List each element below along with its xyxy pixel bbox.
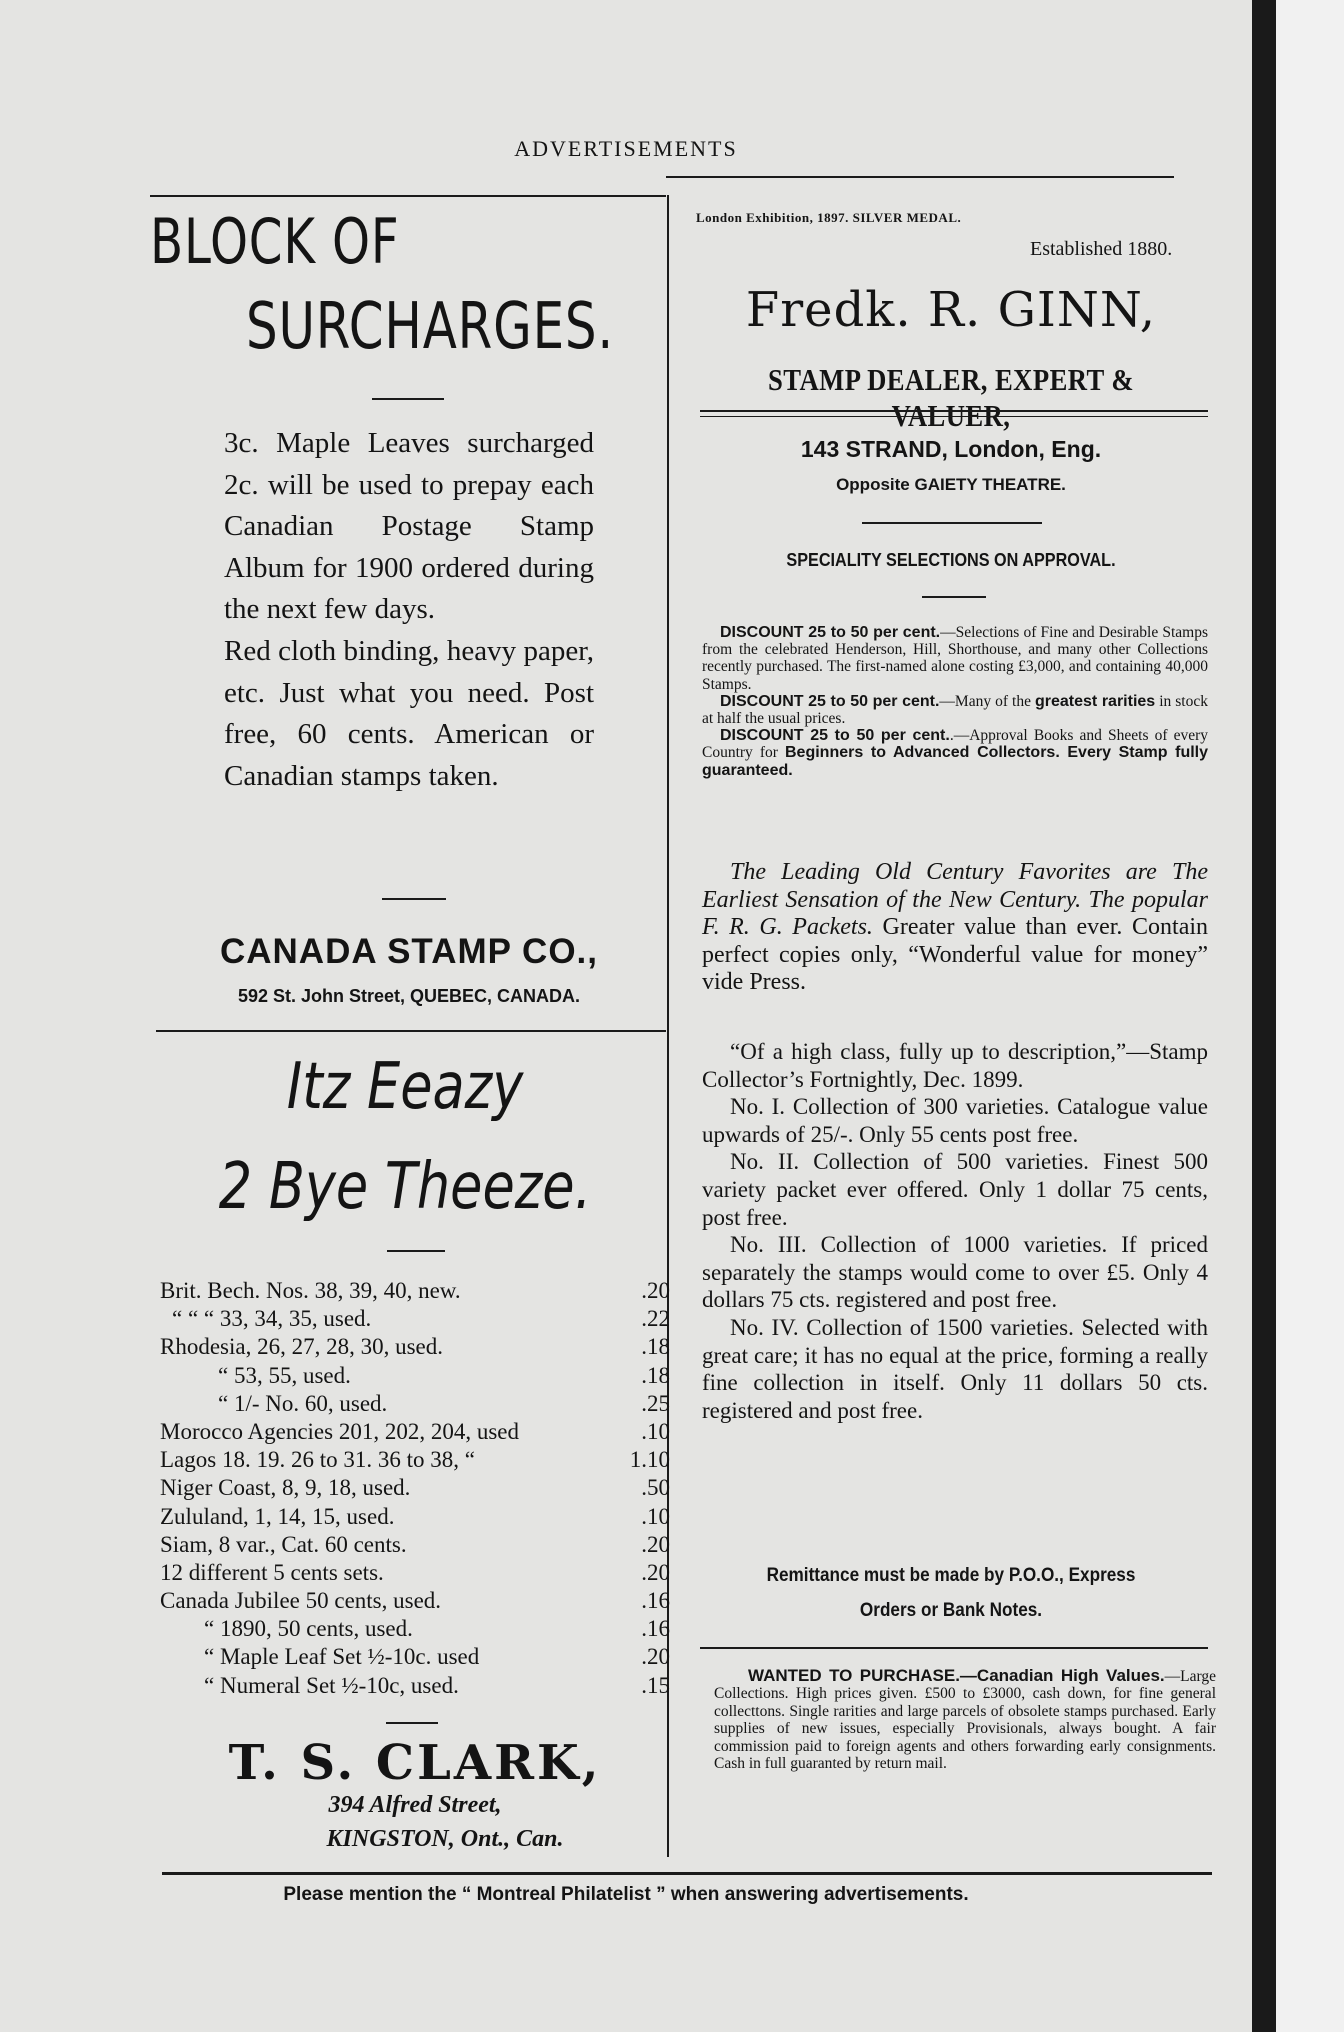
discount-1-body: —Selections of Fine and Desirable Stamps from the celebrated Henderson, Hill, Shorthouse, and many other Collections recently purchased. The first-named alone costing £3,000, and containing 40,000 Stamps. [702,624,1208,693]
dealer-name: Fredk. R. GINN, [745,282,1157,338]
price-row [160,1559,670,1587]
discount-1 [702,624,1208,693]
discount-block [702,624,1208,779]
price-value: .10 [641,1418,670,1444]
price-value: .18 [641,1334,670,1360]
price-value: .20 [641,1559,670,1585]
divider [372,398,444,400]
price-value: .10 [641,1503,670,1529]
price-desc: Lagos 18. 19. 26 to 31. 36 to 38, “ [160,1447,475,1473]
footer-note: Please mention the “ Montreal Philatelist ” when answering advertisements. [283,1884,969,1905]
price-row [160,1305,670,1333]
packets-italic: The Leading Old Century Favorites are The Earliest Sensation of the New Century. The popular F. R. G. Packets. [702,859,1208,940]
block-body-p1: 3c. Maple Leaves surcharged 2c. will be used to prepay each Canadian Postage Stamp Album for 1900 ordered during the next few days. [224,427,594,626]
packets-plain: Greater value than ever. Contain perfect copies only, “Wonderful value for money” vide Press. [702,914,1209,995]
price-desc: Morocco Agencies 201, 202, 204, used [160,1418,519,1444]
price-desc: Niger Coast, 8, 9, 18, used. [160,1475,411,1501]
remittance-line1: Remittance must be made by P.O.O., Express [766,1564,1136,1586]
remittance-line2: Orders or Bank Notes. [859,1599,1043,1621]
clark-name: T. S. CLARK, [228,1735,602,1791]
review-quote: “Of a high class, fully up to description,”—Stamp Collector’s Fortnightly, Dec. 1899. [702,1039,1208,1092]
packet-no3: No. III. Collection of 1000 varieties. If priced separately the stamps would come to over £5. Only 4 dollars 75 cts. registered and post free. [702,1232,1208,1313]
header-rule-right [666,176,1174,178]
discount-2-head: DISCOUNT 25 to 50 per cent. [720,692,940,710]
section-rule [156,1030,666,1032]
discount-2-body-a: —Many of the [939,692,1031,710]
discount-3-body: .—Approval Books and Sheets of every Country for [702,727,1208,762]
price-row [160,1672,670,1700]
price-value: .25 [641,1390,670,1416]
clark-street: 394 Alfred Street, [328,1792,502,1818]
divider [386,1722,438,1724]
packet-no4: No. IV. Collection of 1500 varieties. Selected with great care; it has no equal at the price, forming a really fine collection in itself. Only 11 dollars 50 cts. registered and post free. [702,1314,1208,1423]
divider [862,522,1042,524]
itz-eeazy-heading: Itz Eeazy [286,1050,524,1124]
price-row [160,1615,670,1643]
price-desc: 12 different 5 cents sets. [160,1559,384,1585]
price-row [160,1362,670,1390]
price-value: .15 [641,1672,670,1698]
price-value: .20 [641,1278,670,1303]
facing-page-edge [1276,0,1344,2032]
packet-no1: No. I. Collection of 300 varieties. Catalogue value upwards of 25/-. Only 55 cents post free. [702,1094,1208,1147]
established-note: Established 1880. [1030,238,1173,260]
block-body [224,423,594,797]
packets-list [702,1038,1208,1424]
discount-2 [702,693,1208,727]
price-desc: “ 53, 55, used. [218,1362,351,1388]
price-row [160,1333,670,1361]
price-row [160,1587,670,1615]
price-row [160,1277,670,1305]
dealer-title: STAMP DEALER, EXPERT & [767,362,1135,397]
dealer-address: 143 STRAND, London, Eng. [800,436,1102,462]
page-gutter-shadow [1252,0,1276,2032]
packets-intro [702,859,1208,997]
price-desc: Canada Jubilee 50 cents, used. [160,1588,442,1614]
dealer-rule [700,410,1208,412]
discount-3-head: DISCOUNT 25 to 50 per cent. [720,727,950,745]
packet-no2: No. II. Collection of 500 varieties. Finest 500 variety packet ever offered. Only 1 dollar 75 cents, post free. [702,1149,1208,1230]
price-desc: “ 1/- No. 60, used. [218,1390,388,1416]
footer-rule [162,1872,1212,1875]
discount-3-bold: Beginners to Advanced Collectors. Every Stamp fully guaranteed. [702,744,1209,779]
page-header: ADVERTISEMENTS [514,136,738,161]
price-desc: “ Maple Leaf Set ½-10c. used [204,1644,480,1670]
wanted-body: —Large Collections. High prices given. £500 to £3000, cash down, for fine general collecttons. Single rarities and large parcels of obsolete stamps purchased. Early supplies of new issues, especially Provisionals, always bought. A fair commission paid to foreign agents and others forwarding early consignments. Cash in full guaranted by return mail. [714,1668,1216,1773]
wanted-head: WANTED TO PURCHASE.—Canadian High Values. [748,1666,1165,1685]
wanted-to-purchase [714,1667,1216,1772]
price-value: 1.10 [629,1447,670,1473]
divider [922,596,986,598]
price-value: .16 [641,1588,670,1614]
price-value: .22 [641,1306,670,1332]
clark-city: KINGSTON, Ont., Can. [326,1826,564,1852]
price-row [160,1446,670,1474]
price-value: .18 [641,1362,670,1388]
exhibition-note: London Exhibition, 1897. SILVER MEDAL. [696,210,962,225]
price-desc: “ Numeral Set ½-10c, used. [204,1672,459,1698]
bye-theeze-heading: 2 Bye Theeze. [218,1150,592,1224]
price-row [160,1531,670,1559]
price-row [160,1474,670,1502]
price-desc: “ 1890, 50 cents, used. [204,1616,413,1642]
price-row [160,1503,670,1531]
block-title-line1: BLOCK OF [150,205,400,278]
discount-3 [702,727,1208,779]
discount-1-head: DISCOUNT 25 to 50 per cent. [720,624,941,641]
price-row [160,1390,670,1418]
price-desc: “ “ “ 33, 34, 35, used. [172,1306,372,1332]
price-value: .20 [641,1531,670,1557]
price-value: .20 [641,1644,670,1670]
speciality-heading: SPECIALITY SELECTIONS ON APPROVAL. [786,550,1116,570]
price-desc: Rhodesia, 26, 27, 28, 30, used. [160,1334,444,1360]
price-list [160,1277,670,1700]
price-desc: Zululand, 1, 14, 15, used. [160,1503,395,1529]
divider [387,1250,445,1252]
block-title-line2: SURCHARGES. [246,290,615,364]
price-desc: Brit. Bech. Nos. 38, 39, 40, new. [160,1278,461,1303]
dealer-rule [700,416,1208,417]
canada-stamp-co-name: CANADA STAMP CO., [219,932,599,971]
price-value: .50 [641,1475,670,1501]
header-rule-left [150,195,666,197]
remittance-note [727,1558,1176,1628]
discount-2-bold: greatest rarities [1034,692,1156,710]
price-value: .16 [641,1616,670,1642]
discount-2-body-b: in stock at half the usual prices. [702,692,1208,728]
price-desc: Siam, 8 var., Cat. 60 cents. [160,1531,407,1557]
section-rule [700,1647,1208,1649]
price-row [160,1418,670,1446]
dealer-opposite: Opposite GAIETY THEATRE. [836,475,1066,494]
block-body-p2: Red cloth binding, heavy paper, etc. Just what you need. Post free, 60 cents. American or Canadian stamps taken. [224,634,594,792]
canada-stamp-co-address: 592 St. John Street, QUEBEC, CANADA. [237,986,581,1006]
price-row [160,1643,670,1671]
divider [382,898,446,900]
